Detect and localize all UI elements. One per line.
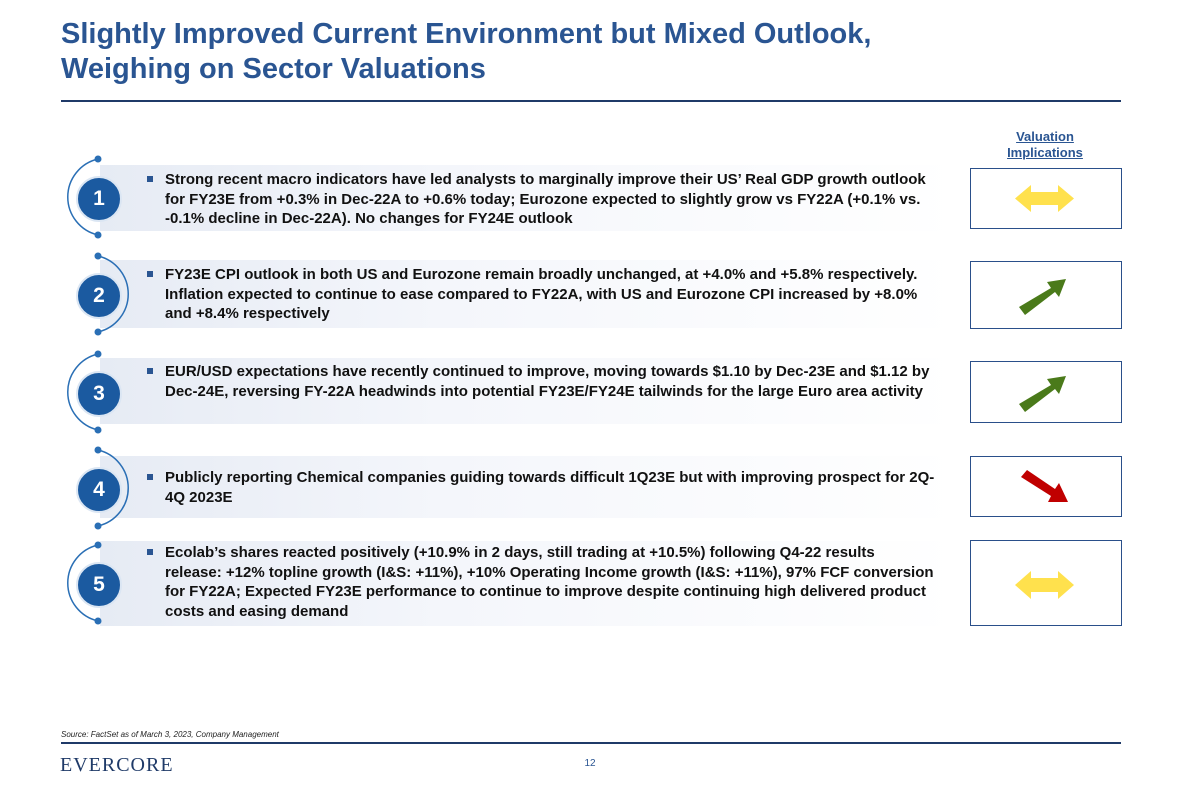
- valuation-box: [970, 361, 1122, 423]
- up-right-arrow-icon: [971, 362, 1121, 422]
- page-number: 12: [584, 758, 596, 769]
- valuation-implications-header: Valuation Implications: [1007, 129, 1083, 160]
- row-text: FY23E CPI outlook in both US and Eurozone remain broadly unchanged, at +4.0% and +5.8% respectively. Inflation expected to continue to ease compared to FY22A, with US and Eurozone CPI increased by +8.0% and +8.4% respectively: [165, 266, 918, 322]
- evercore-logo: EVERCORE: [60, 754, 174, 776]
- valuation-box: [970, 540, 1122, 626]
- up-right-arrow-icon: [971, 262, 1121, 328]
- valuation-box: [970, 261, 1122, 329]
- valuation-box: [970, 456, 1122, 517]
- bullet-marker: [147, 271, 153, 277]
- footer-divider: [61, 742, 1121, 744]
- bullet-marker: [147, 176, 153, 182]
- row-number-badge: 2: [76, 273, 122, 319]
- row-text: Strong recent macro indicators have led analysts to marginally improve their US’ Real GDP growth outlook for FY23E from +0.3% in Dec-22A to +0.6% today; Eurozone expected to slightly grow vs FY22A (+0.1% vs. -0.1% decline in Dec-22A). No changes for FY24E outlook: [165, 171, 926, 227]
- bullet-marker: [147, 474, 153, 480]
- row-number-badge: 4: [76, 467, 122, 513]
- row-text: EUR/USD expectations have recently continued to improve, moving towards $1.10 by Dec-23E and $1.12 by Dec-24E, reversing FY-22A headwinds into potential FY23E/FY24E tailwinds for the large Euro area activity: [165, 363, 930, 400]
- neutral-double-arrow-icon: [971, 541, 1121, 625]
- row-text: Ecolab’s shares reacted positively (+10.9% in 2 days, still trading at +10.5%) following Q4-22 results release: +12% topline growth (I&S: +11%), +10% Operating Income growth (I&S: +11%), 97% FCF conversion for FY22A; Expected FY23E performance to continue to improve despite continuing high delivered product costs and easing demand: [165, 544, 934, 620]
- bullet-marker: [147, 549, 153, 555]
- row-text: Publicly reporting Chemical companies guiding towards difficult 1Q23E but with improving prospect for 2Q-4Q 2023E: [165, 469, 935, 506]
- source-note: Source: FactSet as of March 3, 2023, Company Management: [61, 730, 279, 739]
- neutral-double-arrow-icon: [971, 169, 1121, 228]
- down-right-arrow-icon: [971, 457, 1121, 516]
- bullet-marker: [147, 368, 153, 374]
- row-number-badge: 3: [76, 371, 122, 417]
- row-number-badge: 1: [76, 176, 122, 222]
- page-title: Slightly Improved Current Environment but Mixed Outlook, Weighing on Sector Valuations: [61, 18, 872, 85]
- valuation-box: [970, 168, 1122, 229]
- title-divider: [61, 100, 1121, 102]
- row-number-badge: 5: [76, 562, 122, 608]
